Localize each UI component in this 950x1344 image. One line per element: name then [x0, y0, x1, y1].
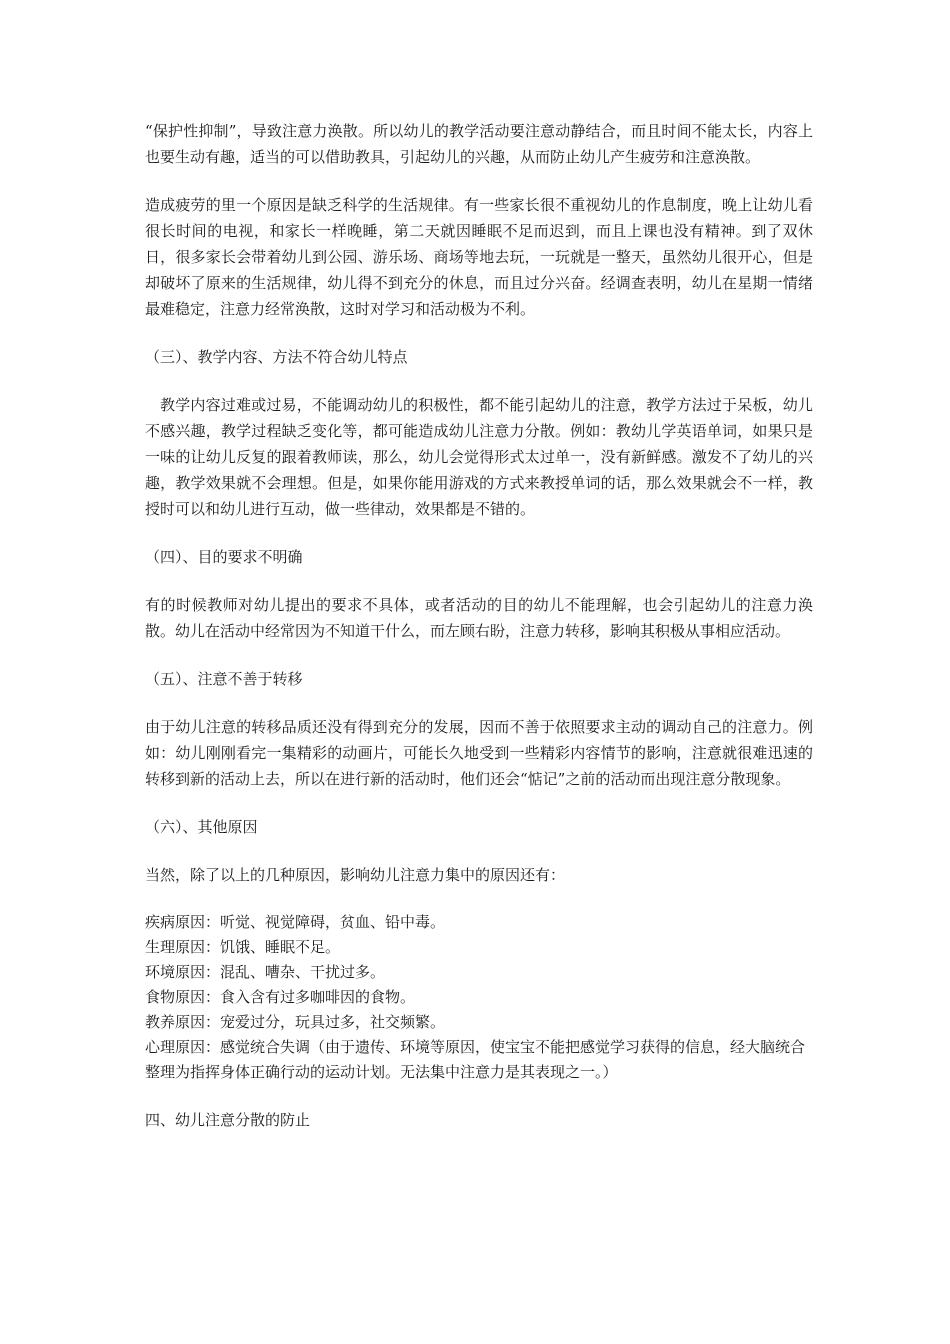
list-item-psychology: 心理原因：感觉统合失调（由于遗传、环境等原因，使宝宝不能把感觉学习获得的信息，经大脑统合整理为指挥身体正确行动的运动计划。无法集中注意力是其表现之一。）	[145, 1038, 806, 1081]
paragraph-other-causes-intro: 当然，除了以上的几种原因，影响幼儿注意力集中的原因还有：	[145, 866, 566, 884]
list-item-upbringing: 教养原因：宠爱过分，玩具过多，社交频繁。	[145, 1013, 446, 1031]
list-item-physiology: 生理原因：饥饿、睡眠不足。	[145, 938, 341, 956]
list-item-disease: 疾病原因：听觉、视觉障碍，贫血、铅中毒。	[145, 913, 446, 931]
heading-section-3: （三）、教学内容、方法不符合幼儿特点	[145, 348, 408, 366]
paragraph-fatigue-continued: “保护性抑制”，导致注意力涣散。所以幼儿的教学活动要注意动静结合，而且时间不能太长，内容上也要生动有趣，适当的可以借助教具，引起幼儿的兴趣，从而防止幼儿产生疲劳和注意涣散。	[145, 122, 813, 166]
causes-list	[145, 910, 813, 1085]
list-item-food: 食物原因：食入含有过多咖啡因的食物。	[145, 988, 416, 1006]
paragraph-unclear-goals: 有的时候教师对幼儿提出的要求不具体，或者活动的目的幼儿不能理解，也会引起幼儿的注意力涣散。幼儿在活动中经常因为不知道干什么，而左顾右盼，注意力转移，影响其积极从事相应活动。	[145, 596, 813, 640]
paragraph-attention-shift: 由于幼儿注意的转移品质还没有得到充分的发展，因而不善于依照要求主动的调动自己的注意力。例如：幼儿刚刚看完一集精彩的动画片，可能长久地受到一些精彩内容情节的影响，注意就很难迅速的转移到新的活动上去，所以在进行新的活动时，他们还会“惦记”之前的活动而出现注意分散现象。	[145, 718, 813, 788]
paragraph-teaching-content: 教学内容过难或过易，不能调动幼儿的积极性，都不能引起幼儿的注意，教学方法过于呆板，幼儿不感兴趣，教学过程缺乏变化等，都可能造成幼儿注意力分散。例如：教幼儿学英语单词，如果只是一味的让幼儿反复的跟着教师读，那么，幼儿会觉得形式太过单一，没有新鲜感。激发不了幼儿的兴趣，教学效果就不会理想。但是，如果你能用游戏的方式来教授单词的话，那么效果就会不一样，教授时可以和幼儿进行互动，做一些律动，效果都是不错的。	[145, 396, 813, 518]
heading-section-4: （四）、目的要求不明确	[145, 548, 303, 566]
list-item-environment: 环境原因：混乱、嘈杂、干扰过多。	[145, 963, 386, 981]
heading-prevention: 四、幼儿注意分散的防止	[145, 1111, 311, 1129]
heading-section-5: （五）、注意不善于转移	[145, 670, 303, 688]
paragraph-life-routine: 造成疲劳的里一个原因是缺乏科学的生活规律。有一些家长很不重视幼儿的作息制度，晚上让幼儿看很长时间的电视，和家长一样晚睡，第二天就因睡眠不足而迟到，而且上课也没有精神。到了双休日，很多家长会带着幼儿到公园、游乐场、商场等地去玩，一玩就是一整天，虽然幼儿很开心，但是却破坏了原来的生活规律，幼儿得不到充分的休息，而且过分兴奋。经调查表明，幼儿在星期一情绪最难稳定，注意力经常涣散，这时对学习和活动极为不利。	[145, 196, 813, 318]
document-page	[145, 118, 813, 1133]
heading-section-6: （六）、其他原因	[145, 818, 258, 836]
